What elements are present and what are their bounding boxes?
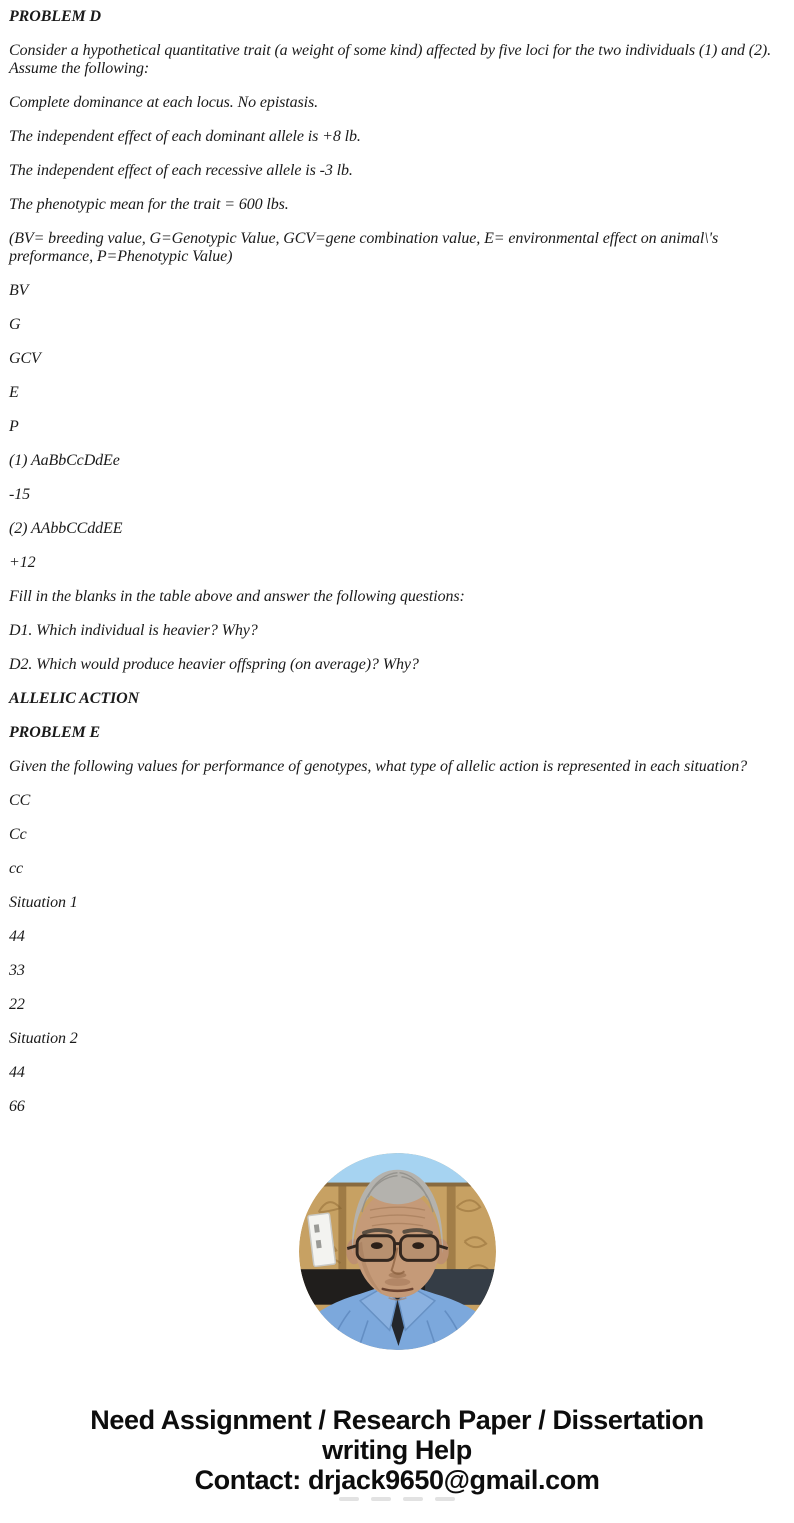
table-label-e: E — [9, 384, 19, 401]
para-intro-line-1: Consider a hypothetical quantitative trait (a weight of some kind) affected by five loci for the two individuals (1) and (2). — [9, 42, 772, 59]
upper-lip-shadow — [384, 1278, 410, 1286]
genotype-label-Cc: Cc — [9, 826, 27, 843]
instructor-portrait-graphic — [299, 1153, 496, 1350]
heading-problem-d: PROBLEM D — [9, 8, 101, 25]
para-dominant-allele-effect: The independent effect of each dominant allele is +8 lb. — [9, 128, 361, 145]
heading-allelic-action: ALLELIC ACTION — [9, 690, 140, 707]
para-intro-line-2: Assume the following: — [9, 60, 150, 77]
genotype-individual-2: (2) AAbbCCddEE — [9, 520, 123, 537]
watermark-artifact — [0, 1497, 794, 1501]
para-abbreviations-line-2: preformance, P=Phenotypic Value) — [9, 248, 233, 265]
situation-1-value-Cc: 33 — [9, 962, 25, 979]
eye-left — [370, 1242, 382, 1249]
footer-line-1: Need Assignment / Research Paper / Dissertation — [90, 1405, 704, 1435]
question-d2: D2. Which would produce heavier offspring (on average)? Why? — [9, 656, 419, 673]
nostril-shadow — [388, 1272, 406, 1278]
para-fill-in-blanks: Fill in the blanks in the table above and answer the following questions: — [9, 588, 465, 605]
genotype-label-CC: CC — [9, 792, 31, 809]
eye-right — [412, 1242, 424, 1249]
table-label-bv: BV — [9, 282, 29, 299]
para-abbreviations — [9, 230, 782, 266]
para-recessive-allele-effect: The independent effect of each recessive allele is -3 lb. — [9, 162, 353, 179]
para-dominance-assumption: Complete dominance at each locus. No epistasis. — [9, 94, 319, 111]
footer-banner — [0, 1405, 794, 1495]
question-d1: D1. Which individual is heavier? Why? — [9, 622, 258, 639]
para-problem-e-intro: Given the following values for performance of genotypes, what type of allelic action is represented in each situation? — [9, 758, 747, 775]
table-label-g: G — [9, 316, 21, 333]
genotype-individual-1: (1) AaBbCcDdEe — [9, 452, 120, 469]
label-situation-1: Situation 1 — [9, 894, 78, 911]
heading-problem-e: PROBLEM E — [9, 724, 101, 741]
table-label-gcv: GCV — [9, 350, 41, 367]
situation-1-value-cc: 22 — [9, 996, 25, 1013]
value-individual-2: +12 — [9, 554, 36, 571]
situation-2-value-CC: 44 — [9, 1064, 25, 1081]
situation-2-value-Cc: 66 — [9, 1098, 25, 1115]
para-phenotypic-mean: The phenotypic mean for the trait = 600 lbs. — [9, 196, 289, 213]
para-intro — [9, 42, 782, 78]
para-abbreviations-line-1: (BV= breeding value, G=Genotypic Value, GCV=gene combination value, E= environmental effect on animal\'s — [9, 230, 719, 247]
label-situation-2: Situation 2 — [9, 1030, 78, 1047]
footer-line-2: writing Help — [322, 1435, 472, 1465]
instructor-photo — [299, 1153, 496, 1350]
table-label-p: P — [9, 418, 19, 435]
value-individual-1: -15 — [9, 486, 31, 503]
footer-contact-email: Contact: drjack9650@gmail.com — [194, 1465, 600, 1495]
situation-1-value-CC: 44 — [9, 928, 25, 945]
genotype-label-cc: cc — [9, 860, 24, 877]
